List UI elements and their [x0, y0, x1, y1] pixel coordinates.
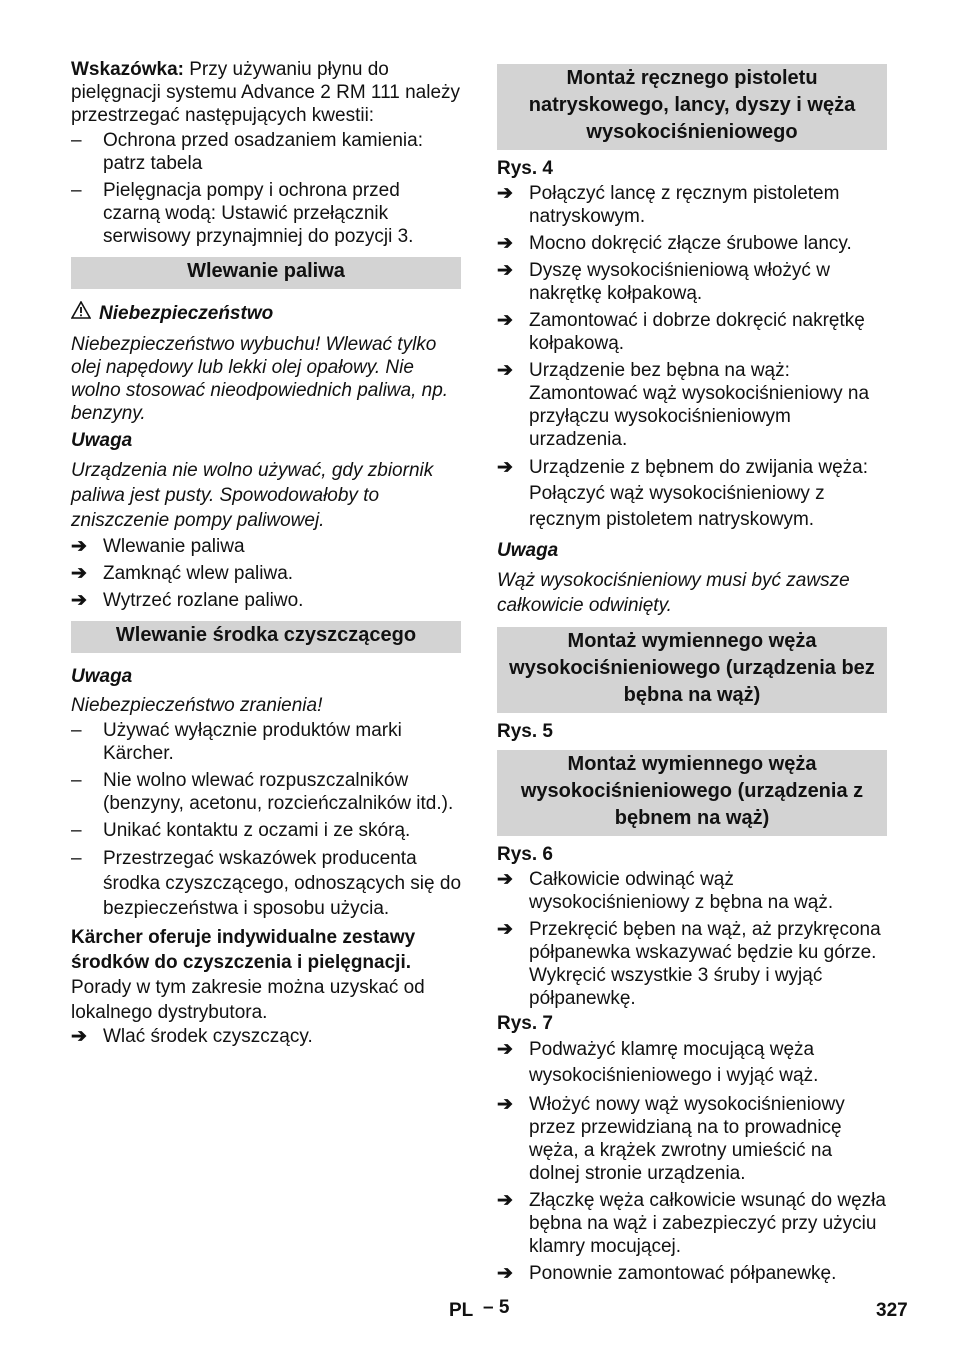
fig4-step: ➔ Dyszę wysokociśnieniową włożyć w nakrętkę kołpakową. — [497, 259, 887, 305]
fig7-step: ➔ Podważyć klamrę mocującą węża wysokociśnieniowego i wyjąć wąż. — [497, 1037, 887, 1089]
hint-paragraph — [71, 58, 461, 127]
right-column — [497, 64, 887, 1285]
hint-label: Wskazówka: — [71, 59, 184, 80]
cleaner-section-heading: Wlewanie środka czyszczącego — [71, 621, 461, 653]
fig4-step: ➔ Urządzenie bez bębna na wąż: Zamontować wąż wysokociśnieniowy na przyłączu wysokociśnieniowym urzadzenia. — [497, 359, 887, 451]
fuel-step: ➔ Wytrzeć rozlane paliwo. — [71, 589, 461, 612]
figure-6-label: Rys. 6 — [497, 844, 553, 865]
danger-text: Niebezpieczeństwo wybuchu! Wlewać tylko olej napędowy lub lekki olej opałowy. Nie wolno stosować nieodpowiednich paliwa, np. benzyny. — [71, 334, 449, 424]
left-column — [71, 58, 461, 1048]
warning-triangle-icon — [71, 301, 91, 325]
fig4-step: ➔ Zamontować i dobrze dokręcić nakrętkę kołpakową. — [497, 309, 887, 355]
replace-hose-heading-with-reel: Montaż wymiennego węża wysokociśnieniowego (urządzenia z bębnem na wąż) — [497, 750, 887, 836]
fig6-step: ➔ Przekręcić bęben na wąż, aż przykręcona półpanewka wskazywać będzie ku górze. Wykręcić wszystkie 3 śruby i wyjąć półpanewkę. — [497, 918, 887, 1010]
cleaner-note-label: Uwaga — [71, 666, 133, 687]
fuel-note-text: Urządzenia nie wolno używać, gdy zbiornik paliwa jest pusty. Spowodowałoby to zniszczenie pompy paliwowej. — [71, 460, 434, 531]
fig7-step: ➔ Złączkę węża całkowicie wsunąć do węzła bębna na wąż i zabezpieczyć przy użyciu klamry mocującej. — [497, 1189, 887, 1258]
fuel-step: ➔ Zamknąć wlew paliwa. — [71, 562, 461, 585]
hint-item: – Ochrona przed osadzaniem kamienia: patrz tabela — [71, 129, 461, 175]
fuel-step: ➔ Wlewanie paliwa — [71, 535, 461, 558]
fuel-section-heading: Wlewanie paliwa — [71, 257, 461, 289]
cleaner-note-text: Niebezpieczeństwo zranienia! — [71, 695, 323, 716]
hint-text: Przy używaniu płynu do pielęgnacji systemu Advance 2 RM 111 należy przestrzegać następujących kwestii: — [71, 59, 461, 126]
fig7-step: ➔ Włożyć nowy wąż wysokociśnieniowy przez przewidzianą na to prowadnicę węża, a krążek zwrotny umieścić na dolnej stronie urządzenia. — [497, 1093, 887, 1185]
footer-section-page: – 5 — [483, 1297, 510, 1318]
footer-language: PL — [449, 1300, 474, 1321]
cleaner-item: – Używać wyłącznie produktów marki Kärcher. — [71, 719, 461, 765]
hose-note-label: Uwaga — [497, 540, 559, 561]
cleaner-item: – Przestrzegać wskazówek producenta środka czyszczącego, odnoszących się do bezpieczeństwa i sposobu użycia. — [71, 846, 461, 921]
hint-item: – Pielęgnacja pompy i ochrona przed czarną wodą: Ustawić przełącznik serwisowy przynajmniej do pozycji 3. — [71, 179, 461, 248]
fig4-step: ➔ Połączyć lancę z ręcznym pistoletem natryskowym. — [497, 182, 887, 228]
danger-heading — [71, 301, 461, 325]
figure-7-label: Rys. 7 — [497, 1013, 553, 1034]
danger-label: Niebezpieczeństwo — [99, 303, 274, 324]
cleaner-item: – Unikać kontaktu z oczami i ze skórą. — [71, 819, 461, 842]
gun-section-heading: Montaż ręcznego pistoletu natryskowego, lancy, dyszy i węża wysokociśnieniowego — [497, 64, 887, 150]
kits-step: ➔ Wlać środek czyszczący. — [71, 1025, 461, 1048]
figure-5-label: Rys. 5 — [497, 721, 553, 742]
kits-text: Porady w tym zakresie można uzyskać od lokalnego dystrybutora. — [71, 977, 425, 1023]
fuel-note-label: Uwaga — [71, 430, 133, 451]
footer-page-number: 327 — [876, 1300, 908, 1321]
kits-bold-text: Kärcher oferuje indywidualne zestawy środków do czyszczenia i pielęgnacji. — [71, 927, 416, 973]
cleaner-item: – Nie wolno wlewać rozpuszczalników (benzyny, acetonu, rozcieńczalników itd.). — [71, 769, 461, 815]
hose-note-text: Wąż wysokociśnieniowy musi być zawsze całkowicie odwinięty. — [497, 570, 850, 616]
figure-4-label: Rys. 4 — [497, 158, 553, 179]
fig4-step: ➔ Urządzenie z bębnem do zwijania węża: Połączyć wąż wysokociśnieniowy z ręcznym pistoletem natryskowym. — [497, 455, 887, 533]
fig6-step: ➔ Całkowicie odwinąć wąż wysokociśnieniowy z bębna na wąż. — [497, 868, 887, 914]
replace-hose-heading-no-reel: Montaż wymiennego węża wysokociśnieniowego (urządzenia bez bębna na wąż) — [497, 627, 887, 713]
fig7-step: ➔ Ponownie zamontować półpanewkę. — [497, 1262, 887, 1285]
fig4-step: ➔ Mocno dokręcić złącze śrubowe lancy. — [497, 232, 887, 255]
